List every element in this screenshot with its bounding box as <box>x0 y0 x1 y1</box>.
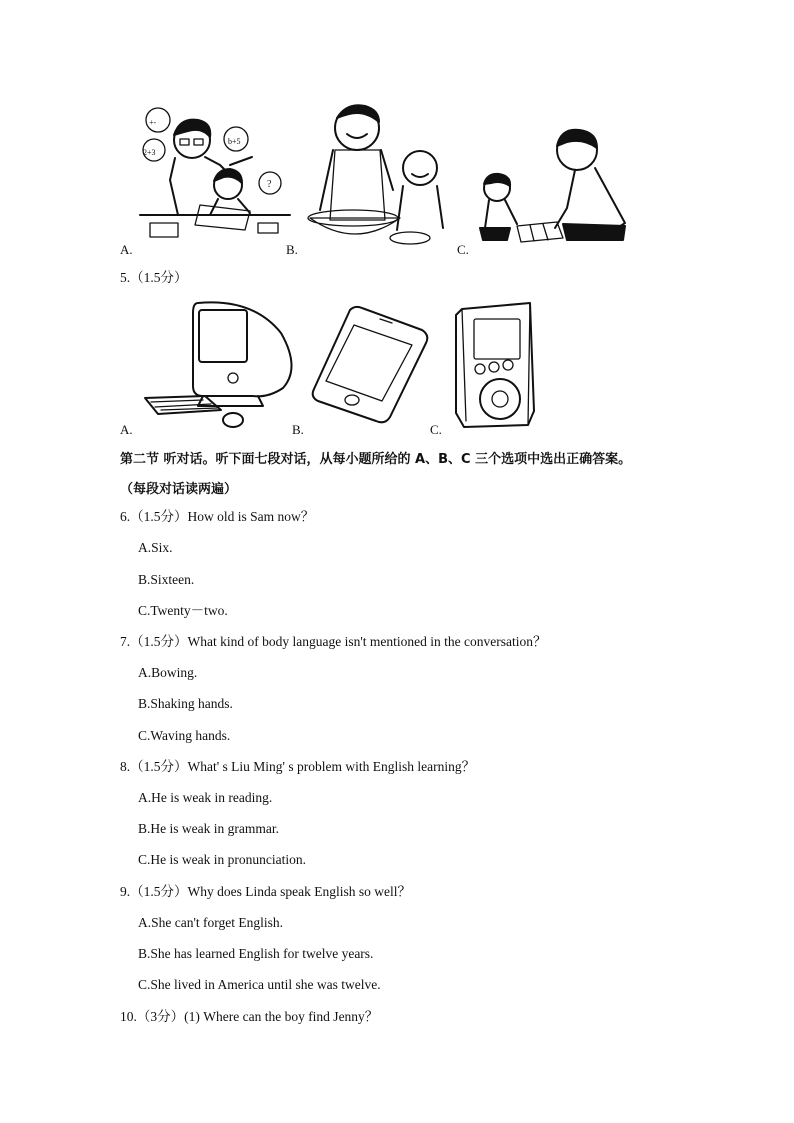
q5-picture-c-mp3-player <box>452 301 537 429</box>
bubble-text: 2+3 <box>143 148 156 157</box>
question-7-choice-a[interactable]: A.Bowing. <box>138 665 198 680</box>
question-7-choice-c[interactable]: C.Waving hands. <box>138 728 231 743</box>
bubble-text: b+5 <box>228 137 241 146</box>
question-9-choice-a[interactable]: A.She can't forget English. <box>138 915 284 930</box>
q5-option-b[interactable]: B. <box>292 422 304 437</box>
q4-option-b[interactable]: B. <box>286 242 298 257</box>
question-8-choice-c[interactable]: C.He is weak in pronunciation. <box>138 852 306 867</box>
question-9-choice-c[interactable]: C.She lived in America until she was twelve. <box>138 977 381 992</box>
question-6-choice-c[interactable]: C.Twenty－two. <box>138 603 228 618</box>
q4-option-c[interactable]: C. <box>457 242 469 257</box>
question-8-stem: 8.（1.5分）What' s Liu Ming' s problem with English learning？ <box>120 759 476 774</box>
question-6-stem: 6.（1.5分）How old is Sam now？ <box>120 509 315 524</box>
section2-title: 第二节 听对话。听下面七段对话，从每小题所给的 A、B、C 三个选项中选出正确答案。 <box>120 452 632 467</box>
q5-option-a[interactable]: A. <box>120 422 133 437</box>
q5-picture-b-phone <box>310 305 430 425</box>
question-7-stem: 7.（1.5分）What kind of body language isn't mentioned in the conversation？ <box>120 634 547 649</box>
q4-picture-c-chess <box>475 128 630 250</box>
question-10-stem: 10.（3分）(1) Where can the boy find Jenny？ <box>120 1009 379 1024</box>
question-8-choice-b[interactable]: B.He is weak in grammar. <box>138 821 279 836</box>
q5-option-c[interactable]: C. <box>430 422 442 437</box>
bubble-text: ? <box>267 179 272 190</box>
bubble-text: +- <box>149 118 157 127</box>
question-6-choice-a[interactable]: A.Six. <box>138 540 173 555</box>
section2-note: （每段对话读两遍） <box>120 482 238 497</box>
question-9-stem: 9.（1.5分）Why does Linda speak English so well？ <box>120 884 411 899</box>
question-8-choice-a[interactable]: A.He is weak in reading. <box>138 790 273 805</box>
q5-label: 5.（1.5分） <box>120 270 188 285</box>
question-7-choice-b[interactable]: B.Shaking hands. <box>138 696 233 711</box>
q4-picture-b-cooking <box>305 100 450 250</box>
q4-option-a[interactable]: A. <box>120 242 133 257</box>
question-9-choice-b[interactable]: B.She has learned English for twelve years. <box>138 946 374 961</box>
q5-picture-a-computer <box>143 298 298 428</box>
question-6-choice-b[interactable]: B.Sixteen. <box>138 572 195 587</box>
